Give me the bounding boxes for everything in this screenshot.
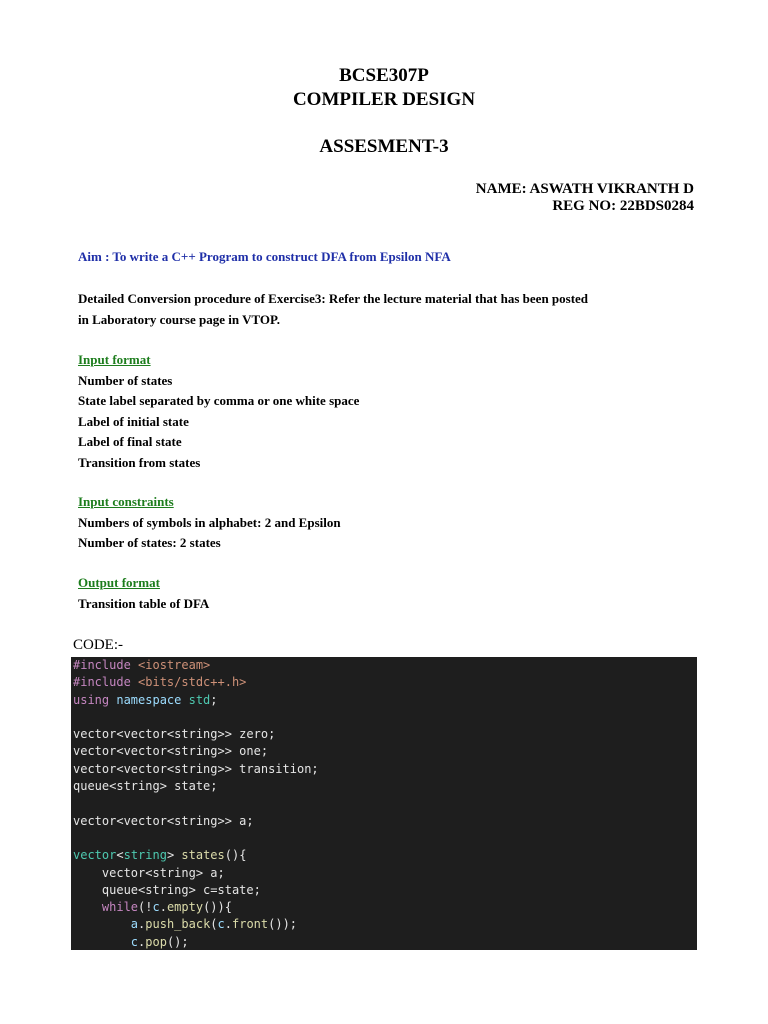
code-token: ( xyxy=(210,917,218,932)
code-line xyxy=(71,882,697,899)
document-header xyxy=(0,64,768,112)
output-format-heading: Output format xyxy=(78,575,160,590)
code-token xyxy=(73,935,131,949)
code-token: ; xyxy=(210,692,218,707)
code-token: states xyxy=(181,848,225,863)
code-token: c xyxy=(217,917,225,932)
code-line xyxy=(71,830,697,847)
code-line xyxy=(71,813,697,830)
code-token: pop xyxy=(145,934,167,949)
student-info xyxy=(476,181,694,215)
code-token: push_back xyxy=(145,917,211,932)
code-line xyxy=(71,795,697,812)
procedure-line-1: Detailed Conversion procedure of Exercise3: Refer the lecture material that has been posted xyxy=(78,291,589,306)
code-token: . xyxy=(224,917,232,932)
code-line xyxy=(71,916,697,933)
code-token: a xyxy=(130,917,139,932)
code-token: #include xyxy=(73,658,139,672)
code-line xyxy=(71,847,697,864)
output-format-section xyxy=(78,573,209,614)
code-line xyxy=(71,674,697,691)
code-token: c xyxy=(152,900,160,915)
code-token: vector<vector<string>> zero; xyxy=(73,727,276,742)
input-format-heading: Input format xyxy=(78,352,151,367)
code-token: . xyxy=(138,934,146,949)
input-format-item: Number of states xyxy=(78,372,173,388)
code-line xyxy=(71,657,697,674)
code-line xyxy=(71,692,697,709)
code-token: while xyxy=(101,900,139,915)
code-token: queue<string> c=state; xyxy=(73,882,261,897)
code-token: . xyxy=(138,917,146,932)
code-token: (! xyxy=(138,900,153,915)
student-name: NAME: ASWATH VIKRANTH D xyxy=(475,181,694,197)
input-constraints-heading: Input constraints xyxy=(78,494,174,509)
code-token: vector<vector<string>> a; xyxy=(73,813,254,828)
code-token: (){ xyxy=(224,848,247,863)
code-line xyxy=(71,899,697,916)
output-format-item: Transition table of DFA xyxy=(78,595,210,611)
code-token: vector<vector<string>> one; xyxy=(73,744,269,759)
code-token: front xyxy=(232,917,269,932)
code-line xyxy=(71,726,697,743)
input-constraints-item: Numbers of symbols in alphabet: 2 and Epsilon xyxy=(78,514,341,530)
code-label: CODE:- xyxy=(73,637,123,653)
code-token: queue<string> state; xyxy=(73,779,218,794)
code-token: string xyxy=(123,848,167,863)
code-token: vector<string> a; xyxy=(73,865,225,880)
code-line xyxy=(71,709,697,726)
code-token: #include xyxy=(73,675,139,690)
code-token: . xyxy=(159,900,167,915)
code-token: empty xyxy=(166,900,204,915)
code-line xyxy=(71,865,697,882)
code-line xyxy=(71,934,697,950)
code-token: ()){ xyxy=(203,900,232,915)
input-format-section xyxy=(78,350,359,473)
code-token: > xyxy=(166,848,182,863)
aim-statement: Aim : To write a C++ Program to construct DFA from Epsilon NFA xyxy=(78,249,451,264)
course-code: BCSE307P xyxy=(339,65,429,86)
code-block xyxy=(71,657,697,950)
code-line xyxy=(71,778,697,795)
input-format-item: Label of initial state xyxy=(78,413,189,429)
procedure-line-2: in Laboratory course page in VTOP. xyxy=(78,311,281,327)
input-format-item: State label separated by comma or one white space xyxy=(78,393,360,408)
course-name: COMPILER DESIGN xyxy=(292,89,476,110)
code-token xyxy=(73,900,102,914)
code-token: < xyxy=(116,848,124,863)
input-format-item: Transition from states xyxy=(78,454,201,470)
code-token: vector<vector<string>> transition; xyxy=(73,761,319,776)
code-line xyxy=(71,743,697,760)
code-token: ()); xyxy=(268,917,298,932)
code-token: <bits/stdc++.h> xyxy=(138,675,247,690)
code-token xyxy=(73,917,131,931)
code-token: vector xyxy=(73,848,117,863)
student-reg: REG NO: 22BDS0284 xyxy=(552,198,694,214)
assessment-title: ASSESMENT-3 xyxy=(319,136,449,157)
code-line xyxy=(71,761,697,778)
code-token: std xyxy=(188,692,211,707)
input-constraints-section xyxy=(78,492,341,554)
code-token: using xyxy=(73,692,117,707)
code-token: (); xyxy=(166,934,189,949)
code-token: c xyxy=(130,934,139,949)
code-token: namespace xyxy=(116,692,189,707)
code-token: <iostream> xyxy=(138,658,211,672)
input-format-item: Label of final state xyxy=(78,434,182,449)
procedure-paragraph xyxy=(78,289,588,330)
input-constraints-item: Number of states: 2 states xyxy=(78,535,221,550)
